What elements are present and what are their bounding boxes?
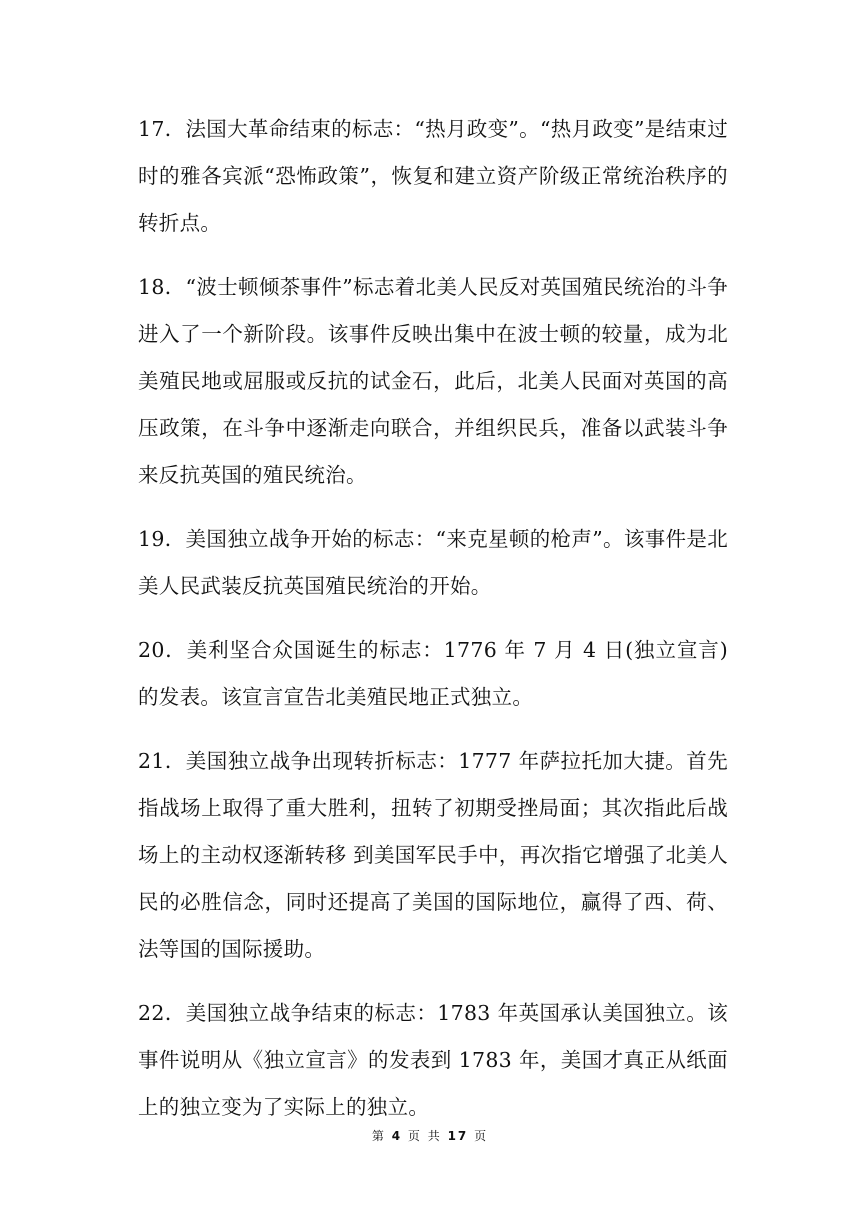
- page-footer: [0, 1127, 860, 1144]
- paragraph-21: 21．美国独立战争出现转折标志：1777 年萨拉托加大捷。首先指战场上取得了重大胜利，扭转了初期受挫局面；其次指此后战场上的主动权逐渐转移 到美国军民手中，再次指它增强了北美人民的必胜信念，同时还提高了美国的国际地位，赢得了西、荷、法等国的国际援助。: [138, 749, 728, 961]
- paragraph-18: 18．“波士顿倾茶事件”标志着北美人民反对英国殖民统治的斗争进入了一个新阶段。该事件反映出集中在波士顿的较量，成为北美殖民地或屈服或反抗的试金石，此后，北美人民面对英国的高压政策，在斗争中逐渐走向联合，并组织民兵，准备以武装斗争来反抗英国的殖民统治。: [138, 275, 728, 487]
- footer-total-pages: 17: [447, 1129, 469, 1143]
- page-content: [138, 106, 728, 1148]
- footer-middle: 页 共: [407, 1129, 442, 1143]
- footer-suffix: 页: [474, 1129, 489, 1143]
- paragraph-20: 20．美利坚合众国诞生的标志：1776 年 7 月 4 日(独立宣言)的发表。该宣言宣告北美殖民地正式独立。: [138, 638, 728, 709]
- footer-prefix: 第: [371, 1129, 386, 1143]
- paragraph-22: 22．美国独立战争结束的标志：1783 年英国承认美国独立。该事件说明从《独立宣言》的发表到 1783 年，美国才真正从纸面上的独立变为了实际上的独立。: [138, 1001, 728, 1119]
- paragraph-17: 17．法国大革命结束的标志：“热月政变”。“热月政变”是结束过时的雅各宾派“恐怖政策”，恢复和建立资产阶级正常统治秩序的转折点。: [138, 117, 728, 235]
- paragraph-19: 19．美国独立战争开始的标志：“来克星顿的枪声”。该事件是北美人民武装反抗英国殖民统治的开始。: [138, 527, 728, 598]
- footer-current-page: 4: [391, 1129, 403, 1143]
